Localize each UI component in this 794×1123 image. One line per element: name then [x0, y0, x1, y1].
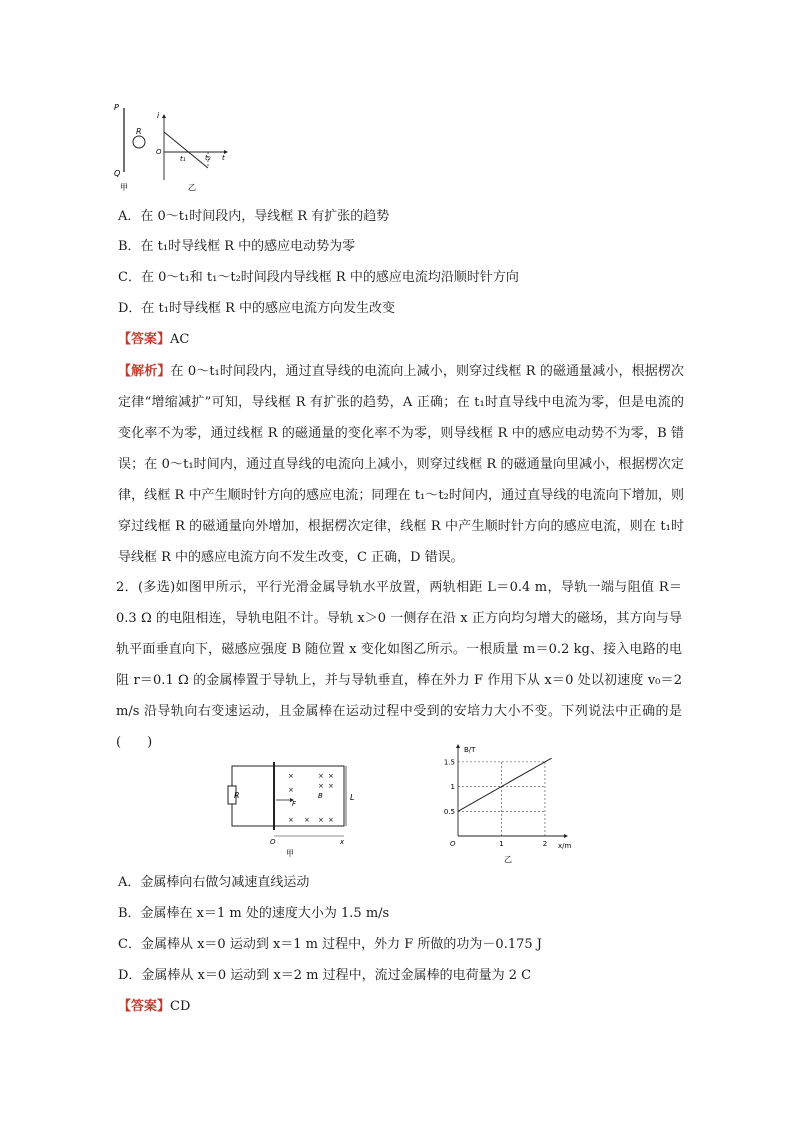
x-tick-label: 2 [542, 840, 548, 848]
svg-text:×: × [328, 816, 334, 824]
y-tick-label: 1.5 [443, 758, 455, 767]
x-tick-label: 1 [499, 840, 504, 848]
q2-option-a: A．金属棒向右做匀减速直线运动 [118, 875, 310, 890]
q1-option-a: A．在 0～t₁时间段内，导线框 R 有扩张的趋势 [118, 209, 390, 224]
origin-label: O [450, 840, 456, 848]
y-tick-label: 0.5 [443, 807, 455, 816]
q1-analysis [118, 356, 684, 573]
label-r2: R [234, 791, 240, 800]
label-l: L [350, 793, 355, 802]
svg-text:×: × [318, 772, 324, 780]
answer-tag-2: 【答案】 [118, 999, 171, 1014]
series-line [458, 758, 551, 811]
figure-rails-circuit [224, 754, 364, 864]
caption-jia: 甲 [120, 183, 128, 192]
analysis-tag: 【解析】 [118, 364, 171, 379]
svg-text:×: × [328, 782, 334, 790]
magnetic-field-crosses [288, 772, 334, 824]
caption-yi: 乙 [188, 183, 196, 192]
x-axis-label: x/m [558, 842, 572, 850]
tick-labels [444, 758, 547, 848]
label-o: O [156, 148, 162, 156]
label-o2: O [270, 838, 276, 846]
q1-option-c: C．在 0～t₁和 t₁～t₂时间段内导线框 R 中的感应电流均沿顺时针方向 [118, 270, 519, 285]
svg-text:×: × [328, 772, 334, 780]
caption-jia-2: 甲 [286, 849, 294, 858]
label-t1: t₁ [180, 155, 186, 163]
figure-wire-loop [112, 100, 252, 192]
label-b: B [318, 792, 323, 800]
label-x: x [340, 838, 345, 846]
svg-text:×: × [288, 772, 294, 780]
q2-stem: 2．(多选)如图甲所示，平行光滑金属导轨水平放置，两轨相距 L＝0.4 m，导轨一端与阻值 R＝0.3 Ω 的电阻相连，导轨电阻不计。导轨 x＞0 一侧存在沿 x 正方向均匀增大的磁场，其方向与导轨平面垂直向下，磁感应强度 B 随位置 x 变化如图乙所示。一根质量 m＝0.2 kg、接入电路的电阻 r＝0.1 Ω 的金属棒置于导轨上，并与导轨垂直，棒在外力 F 作用下从 x＝0 处以初速度 v₀＝2 m/s 沿导轨向右变速运动，且金属棒在运动过程中受到的安培力大小不变。下列说法中正确的是( ) [116, 580, 682, 750]
label-q: Q [114, 169, 121, 178]
svg-text:×: × [318, 782, 324, 790]
analysis-text: 在 0～t₁时间段内，通过直导线的电流向上减小，则穿过线框 R 的磁通量减小，根据楞次定律“增缩减扩”可知，导线框 R 有扩张的趋势，A 正确；在 t₁时直导线中电流为零，但是电流的变化率不为零，通过线框 R 的磁通量的变化率不为零，则导线框 R 中的感应电动势不为零，B 错误；在 0～t₁时间内，通过直导线的电流向上减小，则穿过线框 R 的磁通量向里减小，根据楞次定律，线框 R 中产生顺时针方向的感应电流；同理在 t₁～t₂时间内，通过直导线的电流向下增加，则穿过线框 R 的磁通量向外增加，根据楞次定律，线框 R 中产生顺时针方向的感应电流，则在 t₁时导线框 R 中的感应电流方向不发生改变，C 正确，D 错误。 [118, 364, 684, 565]
answer-value-2: CD [170, 999, 191, 1014]
label-p: P [114, 103, 119, 112]
q2-option-c: C．金属棒从 x＝0 运动到 x＝1 m 过程中，外力 F 所做的功为－0.175 J [118, 937, 542, 952]
q2-option-b: B．金属棒在 x＝1 m 处的速度大小为 1.5 m/s [118, 906, 390, 921]
svg-text:×: × [304, 816, 310, 824]
label-f: F [292, 800, 297, 808]
guide-lines [458, 762, 545, 836]
label-r: R [136, 127, 142, 136]
q2-option-d: D．金属棒从 x＝0 运动到 x＝2 m 过程中，流过金属棒的电荷量为 2 C [118, 968, 532, 983]
q1-answer [118, 330, 189, 350]
label-t: t [222, 154, 225, 162]
y-tick-label: 1 [450, 783, 455, 792]
answer-tag: 【答案】 [118, 332, 171, 347]
svg-text:×: × [288, 816, 294, 824]
q1-option-d: D．在 t₁时导线框 R 中的感应电流方向发生改变 [118, 301, 396, 316]
label-t2: t₂ [205, 154, 211, 162]
q1-option-b: B．在 t₁时导线框 R 中的感应电动势为零 [118, 239, 356, 254]
label-i: i [157, 111, 160, 120]
answer-value: AC [170, 332, 190, 347]
q2-answer [118, 997, 190, 1017]
svg-text:×: × [318, 816, 324, 824]
svg-text:×: × [288, 786, 294, 794]
y-axis-label: B/T [464, 746, 476, 754]
figure-b-x-graph [436, 740, 576, 866]
caption-yi-2: 乙 [504, 855, 512, 864]
